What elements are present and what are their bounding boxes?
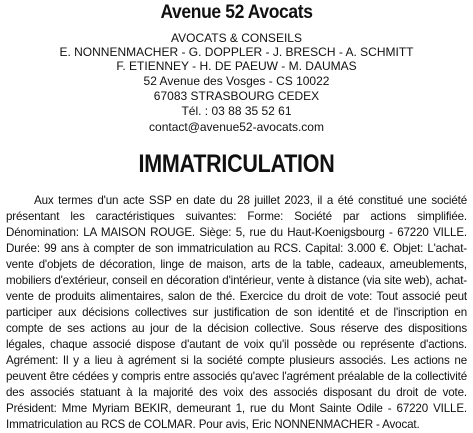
partners-line-2: F. ETIENNEY - H. DE PAEUW - M. DAUMAS: [116, 59, 357, 73]
firm-subtitle: AVOCATS & CONSEILS: [171, 31, 302, 45]
address-line-1: 52 Avenue des Vosges - CS 10022: [143, 74, 330, 88]
notice-headline: IMMATRICULATION: [138, 150, 335, 178]
email-address: contact@avenue52-avocats.com: [149, 120, 324, 134]
phone-number: Tél. : 03 88 35 52 61: [181, 104, 292, 118]
partners-line-1: E. NONNENMACHER - G. DOPPLER - J. BRESCH - A. SCHMITT: [59, 45, 414, 59]
notice-body: [6, 193, 467, 433]
address-line-2: 67083 STRASBOURG CEDEX: [153, 89, 320, 103]
firm-name: Avenue 52 Avocats: [160, 2, 313, 23]
notice-body-text: Aux termes d'un acte SSP en date du 28 juillet 2023, il a été constitué une société présentant les caractéristiques suivantes: Forme: Société par actions simplifiée. Dénomination: LA MAISON ROUGE. Siège: 5, rue du Haut-Koenigsbourg - 67220 VILLE. Durée: 99 ans à compter de son immatriculation au RCS. Capital: 3.000 €. Objet: L'achat-vente d'objets de décoration, linge de maison, arts de la table, cadeaux, ameublements, mobiliers d'extérieur, conseil en décoration d'intérieur, vente à distance (via site web), achat-vente de produits alimentaires, salon de thé. Exercice du droit de vote: Tout associé peut participer aux décisions collectives sur justification de son identité et de l'inscription en compte de ses actions au jour de la décision collective. Sous réserve des dispositions légales, chaque associé dispose d'autant de voix qu'il possède ou représente d'actions. Agrément: Il y a lieu à agrément si la société compte plusieurs associés. Les actions ne peuvent être cédées y compris entre associés qu'avec l'agrément préalable de la collectivité des associés statuant à la majorité des voix des associés disposant du droit de vote. Président: Mme Myriam BEKIR, demeurant 1, rue du Mont Sainte Odile - 67220 VILLE. Immatriculation au RCS de COLMAR. Pour avis, Eric NONNENMACHER - Avocat.: [6, 194, 467, 431]
